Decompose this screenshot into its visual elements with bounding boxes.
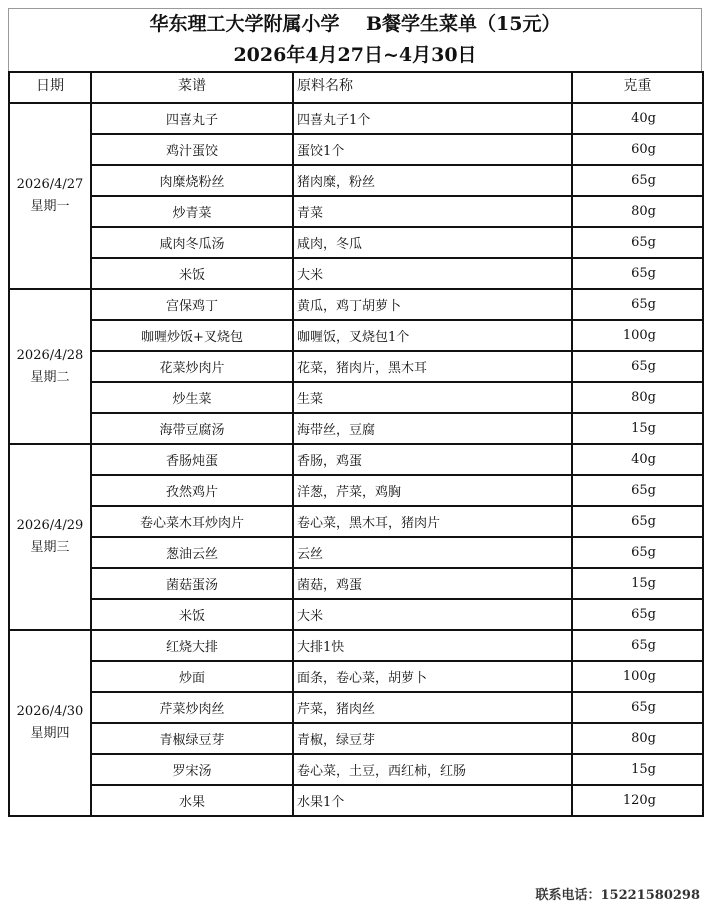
weight: 120g: [572, 785, 703, 816]
dish-name: 青椒绿豆芽: [91, 723, 293, 754]
ingredients: 蛋饺1个: [293, 134, 572, 165]
weight: 100g: [572, 320, 703, 351]
ingredients: 香肠，鸡蛋: [293, 444, 572, 475]
ingredients: 菌菇，鸡蛋: [293, 568, 572, 599]
table-row: [9, 196, 703, 227]
table-row: [9, 754, 703, 785]
weight: 65g: [572, 630, 703, 661]
dish-name: 鸡汁蛋饺: [91, 134, 293, 165]
dish-name: 花菜炒肉片: [91, 351, 293, 382]
ingredients: 花菜，猪肉片，黑木耳: [293, 351, 572, 382]
table-row: [9, 134, 703, 165]
weight: 65g: [572, 165, 703, 196]
menu-body: [9, 103, 703, 816]
weight: 60g: [572, 134, 703, 165]
table-row: [9, 227, 703, 258]
table-row: [9, 506, 703, 537]
date-cell: [9, 289, 91, 444]
weight: 65g: [572, 692, 703, 723]
dish-name: 炒面: [91, 661, 293, 692]
ingredients: 猪肉糜，粉丝: [293, 165, 572, 196]
weight: 65g: [572, 475, 703, 506]
dish-name: 香肠炖蛋: [91, 444, 293, 475]
table-row: [9, 568, 703, 599]
ingredients: 青菜: [293, 196, 572, 227]
ingredients: 咖喱饭，叉烧包1个: [293, 320, 572, 351]
table-row: [9, 382, 703, 413]
dish-name: 红烧大排: [91, 630, 293, 661]
ingredients: 芹菜，猪肉丝: [293, 692, 572, 723]
day-weekday: 星期二: [30, 369, 70, 385]
day-date: 2026/4/27: [16, 177, 84, 192]
dish-name: 肉糜烧粉丝: [91, 165, 293, 196]
weight: 15g: [572, 754, 703, 785]
weight: 40g: [572, 444, 703, 475]
dish-name: 海带豆腐汤: [91, 413, 293, 444]
ingredients: 青椒，绿豆芽: [293, 723, 572, 754]
dish-name: 水果: [91, 785, 293, 816]
header-weight: 克重: [572, 72, 703, 103]
dish-name: 芹菜炒肉丝: [91, 692, 293, 723]
day-date: 2026/4/30: [16, 704, 84, 719]
table-row: [9, 692, 703, 723]
table-row: [9, 444, 703, 475]
weight: 65g: [572, 506, 703, 537]
weight: 65g: [572, 599, 703, 630]
table-row: [9, 320, 703, 351]
dish-name: 咸肉冬瓜汤: [91, 227, 293, 258]
header-date: 日期: [9, 72, 91, 103]
day-weekday: 星期一: [30, 199, 70, 214]
ingredients: 洋葱，芹菜，鸡胸: [293, 475, 572, 506]
table-row: [9, 785, 703, 816]
header-dish: 菜谱: [91, 72, 293, 103]
ingredients: 生菜: [293, 382, 572, 413]
ingredients: 卷心菜，黑木耳，猪肉片: [293, 506, 572, 537]
table-row: [9, 103, 703, 134]
table-row: [9, 413, 703, 444]
ingredients: 大米: [293, 599, 572, 630]
weight: 40g: [572, 103, 703, 134]
ingredients: 大米: [293, 258, 572, 289]
weight: 15g: [572, 413, 703, 444]
table-row: [9, 289, 703, 320]
ingredients: 海带丝，豆腐: [293, 413, 572, 444]
header-ingredients: 原料名称: [293, 72, 572, 103]
weight: 80g: [572, 723, 703, 754]
table-row: [9, 258, 703, 289]
table-row: [9, 723, 703, 754]
day-date: 2026/4/29: [16, 518, 84, 533]
day-date: 2026/4/28: [16, 347, 84, 363]
day-weekday: 星期三: [30, 540, 70, 555]
ingredients: 咸肉，冬瓜: [293, 227, 572, 258]
ingredients: 水果1个: [293, 785, 572, 816]
ingredients: 面条，卷心菜，胡萝卜: [293, 661, 572, 692]
weight: 65g: [572, 227, 703, 258]
table-row: [9, 661, 703, 692]
menu-table: [8, 71, 704, 817]
table-row: [9, 537, 703, 568]
dish-name: 孜然鸡片: [91, 475, 293, 506]
dish-name: 炒青菜: [91, 196, 293, 227]
dish-name: 米饭: [91, 258, 293, 289]
weight: 65g: [572, 537, 703, 568]
date-cell: [9, 444, 91, 630]
day-weekday: 星期四: [30, 726, 70, 741]
weight: 65g: [572, 289, 703, 320]
dish-name: 卷心菜木耳炒肉片: [91, 506, 293, 537]
dish-name: 宫保鸡丁: [91, 289, 293, 320]
ingredients: 黄瓜，鸡丁胡萝卜: [293, 289, 572, 320]
dish-name: 四喜丸子: [91, 103, 293, 134]
date-cell: [9, 103, 91, 289]
weight: 65g: [572, 258, 703, 289]
date-cell: [9, 630, 91, 816]
ingredients: 云丝: [293, 537, 572, 568]
weight: 80g: [572, 382, 703, 413]
table-row: [9, 475, 703, 506]
ingredients: 卷心菜，土豆，西红柿，红肠: [293, 754, 572, 785]
table-header-row: [9, 72, 703, 103]
ingredients: 四喜丸子1个: [293, 103, 572, 134]
contact-phone: 联系电话：15221580298: [535, 888, 700, 903]
dish-name: 咖喱炒饭+叉烧包: [91, 320, 293, 351]
table-row: [9, 165, 703, 196]
ingredients: 大排1快: [293, 630, 572, 661]
table-row: [9, 599, 703, 630]
page-title: 华东理工大学附属小学 B餐学生菜单（15元）: [8, 8, 702, 40]
weight: 80g: [572, 196, 703, 227]
date-range: 2026年4月27日~4月30日: [8, 40, 702, 71]
dish-name: 米饭: [91, 599, 293, 630]
weight: 100g: [572, 661, 703, 692]
menu-sheet: [8, 8, 702, 817]
table-row: [9, 351, 703, 382]
weight: 65g: [572, 351, 703, 382]
dish-name: 菌菇蛋汤: [91, 568, 293, 599]
table-row: [9, 630, 703, 661]
dish-name: 炒生菜: [91, 382, 293, 413]
dish-name: 罗宋汤: [91, 754, 293, 785]
dish-name: 葱油云丝: [91, 537, 293, 568]
weight: 15g: [572, 568, 703, 599]
